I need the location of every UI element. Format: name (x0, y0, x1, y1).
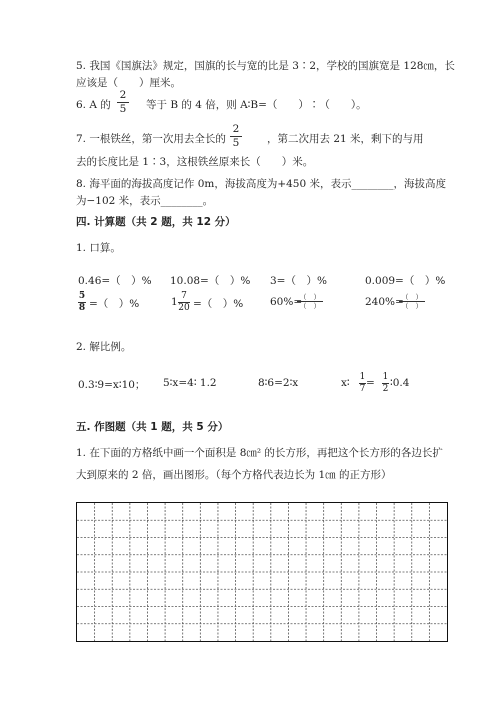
calc-r1-c1: 0.46=（ ）% (78, 275, 152, 287)
ratio-4-fraction-2-numerator: 1 (382, 372, 389, 382)
ratio-4-fraction-1-denominator: 7 (359, 384, 366, 394)
ratio-4-mid: = (366, 377, 375, 389)
ratio-4-fraction-2-denominator: 2 (382, 384, 389, 394)
q7-fraction-numerator: 2 (232, 123, 240, 135)
calc-r2-c1-numerator: 5 (78, 291, 86, 301)
ratio-4-fraction-1-numerator: 1 (359, 372, 366, 382)
section5-title: 五. 作图题（共 1 题，共 5 分） (76, 421, 229, 433)
calc-r2-c4-head: 240%= (365, 296, 404, 308)
q8-line2: 为−102 米，表示________。 (76, 195, 214, 207)
ratio-1: 0.3∶9=x∶10； (78, 379, 146, 391)
calc-r2-c3-fraction (297, 293, 323, 310)
ratio-4-tail: ∶0.4 (390, 377, 410, 389)
q5-line2: 应该是（ ）厘米。 (76, 77, 181, 89)
q8-line1: 8. 海平面的海拔高度记作 0m，海拔高度为+450 米，表示________，海拔高度 (76, 178, 447, 190)
q7-fraction-denominator: 5 (230, 136, 242, 150)
q6-fraction-numerator: 2 (119, 89, 127, 101)
grid-paper[interactable] (76, 502, 448, 642)
calc-r2-c4-denominator: （ ） (399, 301, 425, 310)
q7-suffix: ，第二次用去 21 米，剩下的与用 (267, 133, 424, 145)
calc-r2-c1-fraction (78, 291, 86, 314)
calc-r2-c2-fraction (178, 291, 190, 314)
ratio-2: 5∶x=4∶ 1.2 (163, 377, 217, 389)
section5-q1-line1: 1. 在下面的方格纸中画一个面积是 8㎝² 的长方形，再把这个长方形的各边长扩 (76, 447, 443, 459)
calc-r2-c1-tail: =（ ）% (89, 298, 140, 310)
calc-r2-c2-denominator: 20 (178, 303, 190, 313)
q6-suffix: 等于 B 的 4 倍，则 A∶B=（ ）∶（ ）。 (146, 99, 367, 111)
grid-lines (77, 503, 447, 641)
calc-r2-c4-fraction (399, 293, 425, 310)
section4-proportion-label: 2. 解比例。 (76, 341, 132, 353)
calc-r1-c2: 10.08=（ ）% (170, 275, 251, 287)
q6-fraction-denominator: 5 (117, 102, 129, 116)
q7-prefix: 7. 一根铁丝，第一次用去全长的 (76, 133, 226, 145)
calc-r2-c3-head: 60%= (270, 296, 303, 308)
calc-r2-c3-denominator: （ ） (297, 301, 323, 310)
calc-r2-c2-whole: 1 (171, 296, 178, 308)
q7-fraction (230, 123, 242, 150)
calc-r2-c3-numerator: （ ） (299, 293, 321, 301)
section5-q1-line2: 大到原来的 2 倍，画出图形。（每个方格代表边长为 1㎝ 的正方形） (76, 469, 392, 481)
calc-r2-c2-numerator: 7 (181, 291, 187, 301)
calc-r2-c1-denominator: 8 (78, 303, 86, 313)
ratio-4-head: x∶ (341, 377, 350, 389)
section4-oral-calc-label: 1. 口算。 (76, 242, 121, 254)
calc-r2-c2-tail: =（ ）% (193, 298, 244, 310)
calc-r1-c4: 0.009=（ ）% (365, 275, 446, 287)
q6-prefix: 6. A 的 (76, 99, 111, 111)
calc-r1-c3: 3=（ ）% (270, 275, 327, 287)
q5-line1: 5. 我国《国旗法》规定，国旗的长与宽的比是 3∶2，学校的国旗宽是 128㎝，长 (76, 60, 455, 72)
ratio-4-fraction-1 (359, 372, 366, 395)
calc-r2-c4-numerator: （ ） (401, 293, 423, 301)
ratio-3: 8∶6=2∶x (258, 377, 299, 389)
ratio-4-fraction-2 (382, 372, 389, 395)
section4-title: 四. 计算题（共 2 题，共 12 分） (76, 216, 236, 228)
q6-fraction (117, 89, 129, 116)
q7-line2: 去的长度比是 1∶3，这根铁丝原来长（ ）米。 (76, 156, 314, 168)
